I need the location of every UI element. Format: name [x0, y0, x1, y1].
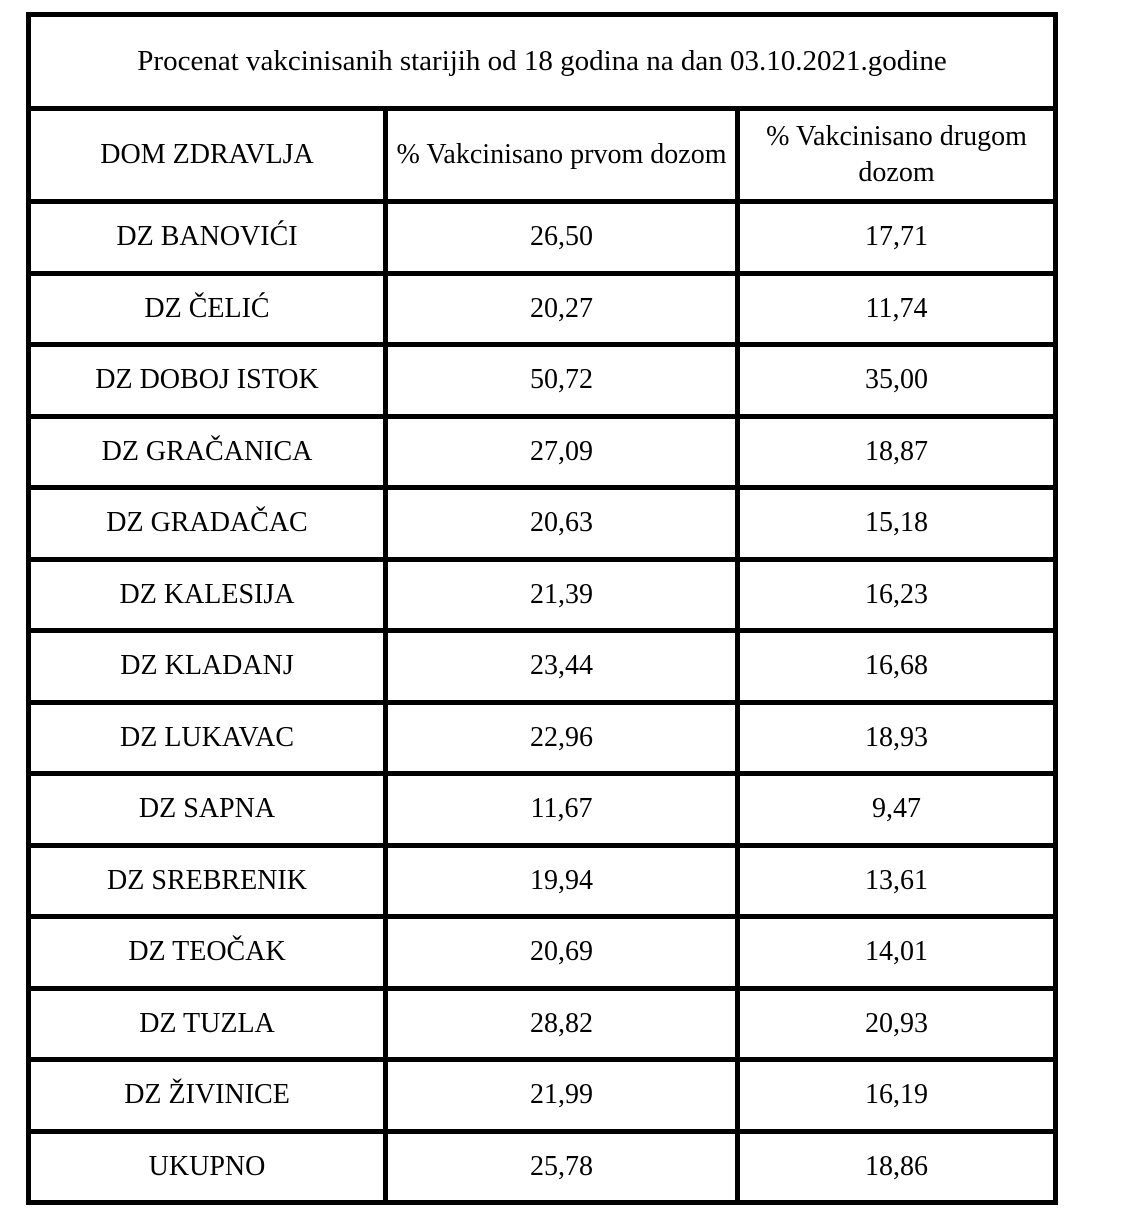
second-dose-value-cell: 16,68 [738, 631, 1056, 703]
first-dose-value-cell: 20,63 [386, 488, 738, 560]
health-center-name-cell: DZ SAPNA [29, 774, 386, 846]
second-dose-value-cell: 18,93 [738, 702, 1056, 774]
column-header-first-dose: % Vakcinisano prvom dozom [386, 109, 738, 202]
health-center-name-cell: DZ ČELIĆ [29, 273, 386, 345]
second-dose-value-cell: 11,74 [738, 273, 1056, 345]
table-title-row [29, 15, 1056, 109]
second-dose-value-cell: 9,47 [738, 774, 1056, 846]
health-center-name-cell: UKUPNO [29, 1131, 386, 1203]
health-center-name-cell: DZ GRAČANICA [29, 416, 386, 488]
health-center-name-cell: DZ ŽIVINICE [29, 1060, 386, 1132]
table-row [29, 845, 1056, 917]
first-dose-value-cell: 11,67 [386, 774, 738, 846]
second-dose-value-cell: 15,18 [738, 488, 1056, 560]
table-row [29, 559, 1056, 631]
second-dose-value-cell: 18,87 [738, 416, 1056, 488]
vaccination-table [26, 12, 1058, 1205]
first-dose-value-cell: 26,50 [386, 202, 738, 274]
table-title: Procenat vakcinisanih starijih od 18 godina na dan 03.10.2021.godine [29, 15, 1056, 109]
health-center-name-cell: DZ LUKAVAC [29, 702, 386, 774]
vaccination-table-container [26, 12, 1058, 1205]
table-row [29, 774, 1056, 846]
first-dose-value-cell: 50,72 [386, 345, 738, 417]
first-dose-value-cell: 27,09 [386, 416, 738, 488]
table-row [29, 202, 1056, 274]
table-row [29, 702, 1056, 774]
column-header-dom-zdravlja: DOM ZDRAVLJA [29, 109, 386, 202]
first-dose-value-cell: 20,69 [386, 917, 738, 989]
health-center-name-cell: DZ DOBOJ ISTOK [29, 345, 386, 417]
table-row [29, 988, 1056, 1060]
second-dose-value-cell: 18,86 [738, 1131, 1056, 1203]
table-row [29, 631, 1056, 703]
table-row [29, 416, 1056, 488]
second-dose-value-cell: 17,71 [738, 202, 1056, 274]
table-row [29, 345, 1056, 417]
table-row-total [29, 1131, 1056, 1203]
first-dose-value-cell: 28,82 [386, 988, 738, 1060]
health-center-name-cell: DZ TEOČAK [29, 917, 386, 989]
health-center-name-cell: DZ KLADANJ [29, 631, 386, 703]
first-dose-value-cell: 21,39 [386, 559, 738, 631]
health-center-name-cell: DZ SREBRENIK [29, 845, 386, 917]
health-center-name-cell: DZ BANOVIĆI [29, 202, 386, 274]
first-dose-value-cell: 21,99 [386, 1060, 738, 1132]
table-row [29, 917, 1056, 989]
table-row [29, 273, 1056, 345]
table-row [29, 1060, 1056, 1132]
first-dose-value-cell: 25,78 [386, 1131, 738, 1203]
second-dose-value-cell: 20,93 [738, 988, 1056, 1060]
first-dose-value-cell: 20,27 [386, 273, 738, 345]
health-center-name-cell: DZ TUZLA [29, 988, 386, 1060]
table-row [29, 488, 1056, 560]
second-dose-value-cell: 13,61 [738, 845, 1056, 917]
health-center-name-cell: DZ GRADAČAC [29, 488, 386, 560]
table-body [29, 202, 1056, 1203]
health-center-name-cell: DZ KALESIJA [29, 559, 386, 631]
second-dose-value-cell: 35,00 [738, 345, 1056, 417]
column-header-second-dose: % Vakcinisano drugom dozom [738, 109, 1056, 202]
first-dose-value-cell: 23,44 [386, 631, 738, 703]
second-dose-value-cell: 16,23 [738, 559, 1056, 631]
second-dose-value-cell: 14,01 [738, 917, 1056, 989]
first-dose-value-cell: 22,96 [386, 702, 738, 774]
first-dose-value-cell: 19,94 [386, 845, 738, 917]
table-header-row [29, 109, 1056, 202]
second-dose-value-cell: 16,19 [738, 1060, 1056, 1132]
